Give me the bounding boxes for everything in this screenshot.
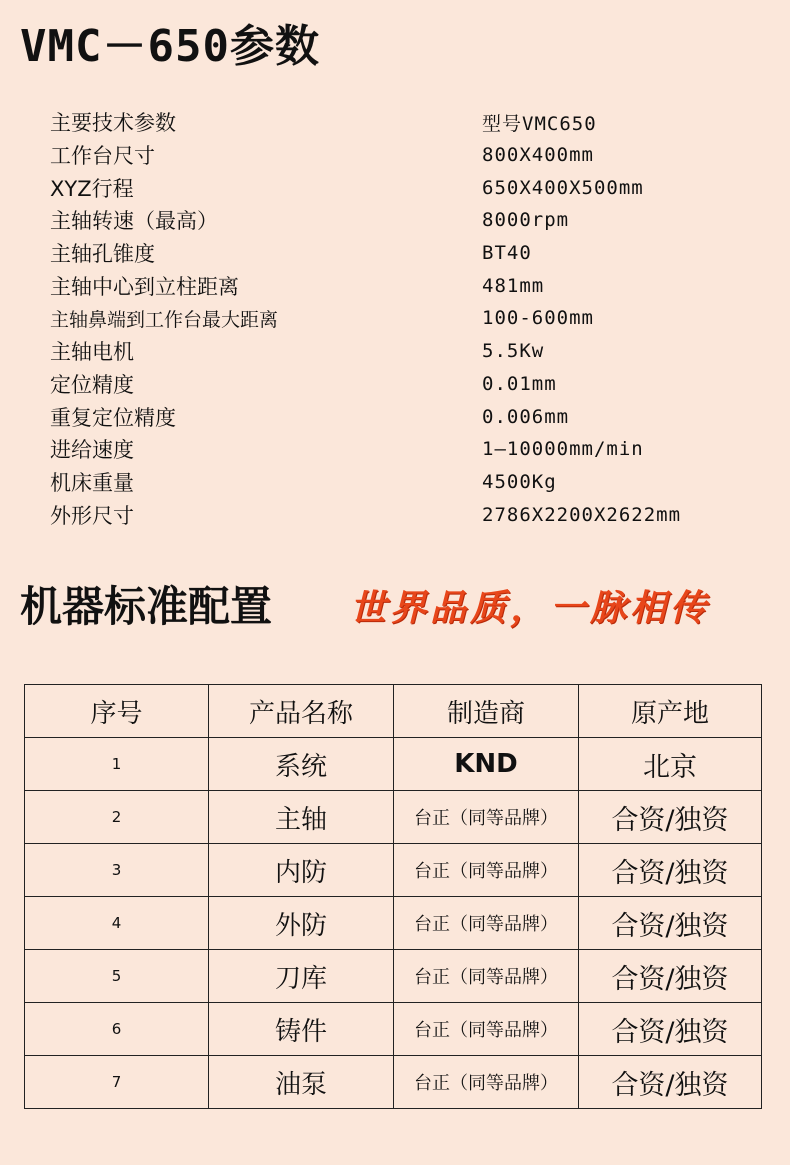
cell-origin: 合资/独资: [579, 897, 762, 950]
cell-maker: 台正（同等品牌）: [394, 844, 579, 897]
cell-name: 内防: [209, 844, 394, 897]
cell-no: 1: [25, 738, 209, 791]
cell-origin: 合资/独资: [579, 950, 762, 1003]
table-row: [25, 738, 762, 791]
param-row: [50, 237, 750, 270]
param-label: 进给速度: [50, 438, 134, 463]
parameter-list: [50, 106, 750, 531]
param-row: [50, 433, 750, 466]
table-row: [25, 1056, 762, 1109]
param-row: [50, 139, 750, 172]
slogan: 世界品质，一脉相传: [350, 587, 711, 629]
param-value: 5.5Kw: [482, 340, 545, 363]
param-label: 主轴转速（最高）: [50, 209, 218, 234]
cell-no: 3: [25, 844, 209, 897]
cell-no: 7: [25, 1056, 209, 1109]
header-maker: 制造商: [394, 685, 579, 738]
param-label: 工作台尺寸: [50, 144, 155, 169]
param-label: 主轴电机: [50, 340, 134, 365]
cell-maker: 台正（同等品牌）: [394, 897, 579, 950]
param-label: 主轴鼻端到工作台最大距离: [50, 308, 279, 331]
cell-name: 油泵: [209, 1056, 394, 1109]
param-row: [50, 335, 750, 368]
param-value: 100-600mm: [482, 307, 594, 330]
param-value: 800X400mm: [482, 144, 594, 167]
param-value: 1—10000mm/min: [482, 438, 644, 461]
param-label: 主要技术参数: [50, 111, 176, 136]
table-row: [25, 950, 762, 1003]
section-title: 机器标准配置: [20, 582, 273, 631]
table-row: [25, 791, 762, 844]
cell-name: 主轴: [209, 791, 394, 844]
cell-maker: 台正（同等品牌）: [394, 950, 579, 1003]
cell-no: 2: [25, 791, 209, 844]
cell-no: 6: [25, 1003, 209, 1056]
param-value: 8000rpm: [482, 209, 570, 232]
cell-name: 外防: [209, 897, 394, 950]
cell-origin: 合资/独资: [579, 844, 762, 897]
param-row: [50, 400, 750, 433]
cell-origin: 合资/独资: [579, 1056, 762, 1109]
param-value: BT40: [482, 242, 532, 265]
param-label: 外形尺寸: [50, 503, 134, 528]
cell-name: 刀库: [209, 950, 394, 1003]
param-row: [50, 106, 750, 139]
header-name: 产品名称: [209, 685, 394, 738]
param-row: [50, 368, 750, 401]
cell-name: 系统: [209, 738, 394, 791]
cell-name: 铸件: [209, 1003, 394, 1056]
page-title: VMC－650参数: [20, 21, 320, 72]
param-value: 0.006mm: [482, 405, 570, 428]
param-label: XYZ行程: [50, 176, 134, 201]
param-value: 2786X2200X2622mm: [482, 503, 682, 526]
param-value: 650X400X500mm: [482, 176, 644, 199]
table-header-row: [25, 685, 762, 738]
param-label: 机床重量: [50, 470, 134, 495]
param-label: 定位精度: [50, 372, 134, 397]
cell-origin: 合资/独资: [579, 791, 762, 844]
table-row: [25, 844, 762, 897]
cell-no: 4: [25, 897, 209, 950]
cell-origin: 北京: [579, 738, 762, 791]
cell-origin: 合资/独资: [579, 1003, 762, 1056]
param-value: 0.01mm: [482, 372, 557, 395]
cell-maker: 台正（同等品牌）: [394, 1003, 579, 1056]
param-value: 481mm: [482, 274, 545, 297]
param-row: [50, 204, 750, 237]
cell-maker: KND: [394, 738, 579, 791]
param-value: 型号VMC650: [482, 112, 597, 135]
header-no: 序号: [25, 685, 209, 738]
param-row: [50, 302, 750, 335]
cell-maker: 台正（同等品牌）: [394, 791, 579, 844]
param-value: 4500Kg: [482, 470, 557, 493]
param-label: 主轴中心到立柱距离: [50, 274, 239, 299]
cell-no: 5: [25, 950, 209, 1003]
config-table: [24, 684, 762, 1109]
param-row: [50, 269, 750, 302]
param-label: 主轴孔锥度: [50, 242, 155, 267]
param-row: [50, 171, 750, 204]
table-row: [25, 897, 762, 950]
table-row: [25, 1003, 762, 1056]
param-row: [50, 466, 750, 499]
header-origin: 原产地: [579, 685, 762, 738]
cell-maker: 台正（同等品牌）: [394, 1056, 579, 1109]
param-row: [50, 498, 750, 531]
param-label: 重复定位精度: [50, 405, 176, 430]
